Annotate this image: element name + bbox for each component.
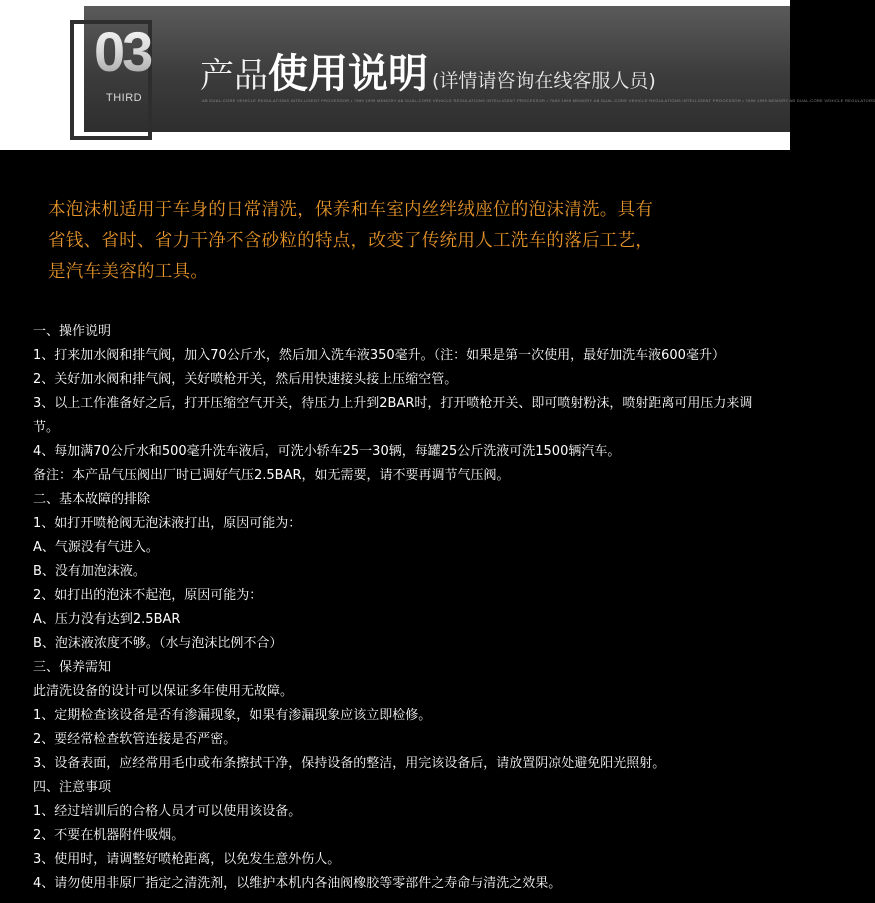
instructions-body — [33, 320, 783, 896]
section-number-caption: THIRD — [106, 92, 143, 104]
section-number: 03 — [94, 20, 164, 84]
instruction-line: A、压力没有达到2.5BAR — [33, 612, 181, 627]
intro-paragraph — [48, 195, 748, 288]
instruction-line: 2、关好加水阀和排气阀，关好喷枪开关，然后用快速接头接上压缩空管。 — [33, 372, 458, 387]
instruction-line: 2、不要在机器附件吸烟。 — [33, 828, 185, 843]
instruction-line: B、没有加泡沫液。 — [33, 564, 146, 579]
page-title — [200, 42, 656, 99]
intro-line: 省钱、省时、省力干净不含砂粒的特点，改变了传统用人工洗车的落后工艺， — [48, 231, 654, 251]
note-line: 备注：本产品气压阀出厂时已调好气压2.5BAR，如无需要，请不要再调节气压阀。 — [33, 468, 510, 483]
section-heading-troubleshooting: 二、基本故障的排除 — [33, 492, 151, 507]
title-note: (详情请咨询在线客服人员) — [432, 70, 656, 92]
section-heading-maintenance: 三、保养需知 — [33, 660, 112, 675]
title-thin: 产品 — [200, 56, 268, 96]
instruction-line: 3、使用时，请调整好喷枪距离，以免发生意外伤人。 — [33, 852, 341, 867]
instruction-line: 1、打来加水阀和排气阀，加入70公斤水，然后加入洗车液350毫升。（注：如果是第一次使用，最好加洗车液600毫升） — [33, 348, 725, 363]
instruction-line: 4、请勿使用非原厂指定之清洗剂，以维护本机内各油阀橡胶等零部件之寿命与清洗之效果。 — [33, 876, 562, 891]
instruction-line: 1、定期检查该设备是否有渗漏现象，如果有渗漏现象应该立即检修。 — [33, 708, 432, 723]
instruction-line: B、泡沫液浓度不够。（水与泡沫比例不合） — [33, 636, 283, 651]
instruction-line: 1、如打开喷枪阀无泡沫液打出，原因可能为： — [33, 516, 302, 531]
instruction-line: 2、如打出的泡沫不起泡，原因可能为： — [33, 588, 263, 603]
decorative-microtext: AB DUAL-CORE VEHICLE REGULATIONS INTELLIGENT PROCESSOR • 7699 1999 MEMORY AB DUAL-CORE VEHICLE REGULATIONS INTELLIGENT PROCESSOR • 7699 1999 MEMORY AB DUAL-CORE VEHICLE REGULATIONS INTELLIGENT PROCESSOR • 7699 1999 MEMORY AB DUAL-CORE VEHICLE REGULATORS — [202, 98, 875, 103]
section-heading-operation: 一、操作说明 — [33, 324, 112, 339]
instruction-line: 1、经过培训后的合格人员才可以使用该设备。 — [33, 804, 302, 819]
intro-line: 是汽车美容的工具。 — [48, 262, 209, 282]
instruction-line: 2、要经常检查软管连接是否严密。 — [33, 732, 237, 747]
instruction-line: 3、以上工作准备好之后，打开压缩空气开关，待压力上升到2BAR时，打开喷枪开关、即可喷射粉沫，喷射距离可用压力来调节。 — [33, 396, 753, 435]
instruction-line: 此清洗设备的设计可以保证多年使用无故障。 — [33, 684, 294, 699]
instruction-line: A、气源没有气进入。 — [33, 540, 159, 555]
title-bold: 使用说明 — [268, 51, 428, 97]
intro-line: 本泡沫机适用于车身的日常清洗，保养和车室内丝绊绒座位的泡沫清洗。具有 — [48, 200, 654, 220]
instruction-line: 4、每加满70公斤水和500毫升洗车液后，可洗小轿车25一30辆，每罐25公斤洗液可洗1500辆汽车。 — [33, 444, 621, 459]
section-header — [0, 0, 875, 150]
section-heading-precautions: 四、注意事项 — [33, 780, 112, 795]
instruction-line: 3、设备表面，应经常用毛巾或布条擦拭干净，保持设备的整洁，用完该设备后，请放置阴凉处避免阳光照射。 — [33, 756, 666, 771]
